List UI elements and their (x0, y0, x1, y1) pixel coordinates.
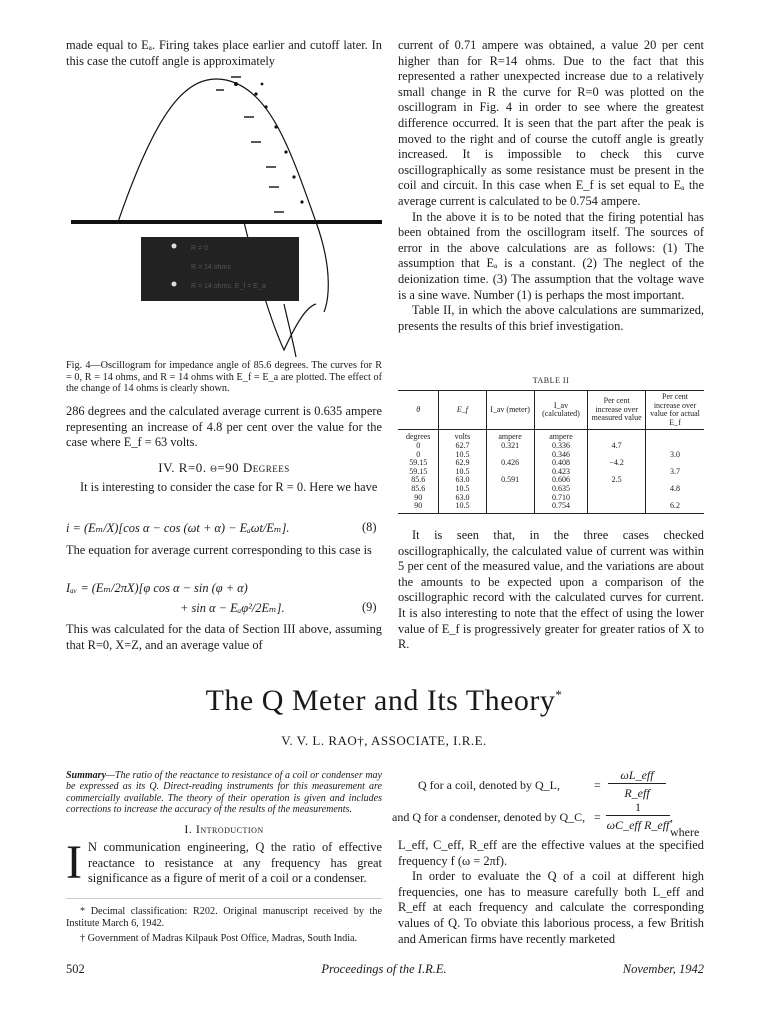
para-section-iv: It is interesting to consider the case for R = 0. Here we have (80, 480, 378, 494)
cell-theta: 90 (414, 492, 423, 502)
para-eq9: The equation for average current corresponding to this case is (66, 543, 372, 557)
article-right-column (398, 838, 704, 947)
right-para-1: current of 0.71 ampere was obtained, a value 20 per cent higher than for R=14 ohms. Due to the fact that this represented a rather unexpected increase due to a relatively small change in R the curve for R=0 was plotted on the oscillogram in Fig. 4 in order to see where the greatest difference occurred. It is seen that the part after the peak is moved to the right and of course the cutoff angle is greatly increased. It is impossible to check this curve oscillographically as some resistance must be present in the coil and circuit. In this case when E_f is set equal to Eₐ the average current is calculated to be 0.754 ampere. (398, 38, 704, 208)
intro-body (66, 836, 382, 889)
top-left-intro (66, 38, 382, 69)
equation-8-number: (8) (362, 520, 377, 534)
cell-meter: 0.426 (501, 458, 520, 468)
page-number: 502 (66, 962, 85, 976)
top-right-column (398, 38, 704, 334)
q-cond-numerator: 1 (606, 800, 670, 816)
unit-iav-meter: ampere (498, 432, 522, 442)
cell-theta: 85.6 (411, 475, 426, 485)
unit-iav-calc: ampere (549, 432, 573, 442)
header-theta: θ (398, 391, 439, 430)
q-cond-denominator: ωC_eff R_eff (606, 818, 670, 832)
top-left-end (66, 622, 382, 653)
intro-text: made equal to Eₐ. Firing takes place earlier and cutoff later. In this case the cutoff angle is approximately (66, 38, 382, 68)
oscillogram-figure (66, 72, 382, 362)
cell-ef: 63.0 (455, 475, 470, 485)
cell-pct-actual: 3.7 (670, 466, 681, 476)
cell-theta: 59.15 (409, 466, 428, 476)
cell-calc: 0.710 (551, 492, 570, 502)
table-2-title: TABLE II (532, 376, 570, 385)
right-para-2: In the above it is to be noted that the firing potential has been obtained from the oscillogram itself. The sources of error in the above calculations are as follows: (1) The assumption that Eₐ is a constant. (2) The neglect of the deionization time. (3) The assumption that the voltage wave is a sine wave. Number (1) is perhaps the most important. (398, 209, 704, 302)
cell-theta: 90 (414, 501, 423, 511)
cell-pct-actual: 3.0 (670, 449, 681, 459)
right-para-3: Table II, in which the above calculations are summarized, presents the results of this brief investigation. (398, 303, 704, 333)
section-heading-iv: IV. R=0. θ=90 Degrees (158, 460, 290, 475)
cell-meter: 0.591 (501, 475, 520, 485)
footnote-2: † Government of Madras Kilpauk Post Office, Madras, South India. (80, 933, 358, 944)
header-ef: E_f (439, 391, 486, 430)
summary-text: —The ratio of the reactance to resistance of a coil or condenser may be expressed as its Q. Direct-reading instruments for this measurement are commercially available. The theory of their operation is given and includes corrections to increase the accuracy of the results of the measurements. (66, 770, 382, 816)
q-coil-numerator: ωL_eff (608, 768, 666, 784)
cell-ef: 62.7 (455, 440, 470, 450)
header-iav-calc: I_av (calculated) (534, 391, 588, 430)
equation-9-line2: + sin α − Eₐφ²/2Eₘ]. (180, 601, 285, 615)
footnote-1: * Decimal classification: R202. Original manuscript received by the Institute March 6, 1942. (66, 906, 382, 929)
top-right-conclusion (398, 528, 704, 653)
title-footnote-mark: * (555, 687, 563, 702)
unit-theta: degrees (405, 432, 431, 442)
intro-heading: I. Introduction (184, 822, 264, 836)
cell-calc: 0.423 (551, 466, 570, 476)
legend-row-3: R = 14 ohms, E_f = E_a (191, 283, 266, 290)
intro-body-text: N communication engineering, Q the ratio of effective reactance to resistance at any frequency has great significance as a figure of merit of a coil or a condenser. (87, 840, 382, 886)
top-left-body (66, 404, 382, 451)
figure-caption: Fig. 4—Oscillogram for impedance angle of 85.6 degrees. The curves for R = 0, R = 14 ohms, and R = 14 ohms with E_f = E_a are plotted. The effect of the change of 14 ohms is clearly shown. (66, 360, 382, 394)
cell-pct-measured: 2.5 (611, 475, 622, 485)
cell-calc: 0.336 (551, 440, 570, 450)
cell-calc: 0.606 (551, 475, 570, 485)
cell-meter: 0.321 (501, 440, 520, 450)
section-iv-text (66, 480, 382, 496)
header-pct-measured: Per cent increase over measured value (588, 391, 646, 430)
summary-block (66, 770, 382, 816)
footnote-rule (66, 898, 382, 899)
cell-pct-measured: −4.2 (609, 458, 624, 468)
cell-pct-actual: 6.2 (670, 501, 681, 511)
unit-ef: volts (454, 432, 471, 442)
cell-theta: 0 (416, 449, 421, 459)
equation-9-number: (9) (362, 600, 377, 614)
header-iav-meter: I_av (meter) (486, 391, 534, 430)
cell-ef: 10.5 (455, 501, 470, 511)
para-after-figure: 286 degrees and the calculated average current is 0.635 ampere representing an increase of 4.8 per cent over the value for the case where E_f = 63 volts. (66, 404, 382, 450)
q-coil-label: Q for a coil, denoted by Q_L, (418, 778, 560, 792)
drop-cap: I (66, 836, 82, 889)
article-title: The Q Meter and Its Theory* (205, 684, 563, 717)
cell-pct-actual: 4.8 (670, 483, 681, 493)
cell-calc: 0.635 (551, 483, 570, 493)
cell-ef: 10.5 (455, 449, 470, 459)
journal-name: Proceedings of the I.R.E. (321, 962, 447, 976)
q-coil-definition: Q for a coil, denoted by Q_L, = ωL_eff R_eff (398, 768, 704, 816)
where-text: , where (670, 810, 700, 839)
cell-calc: 0.754 (551, 501, 570, 511)
article-author: V. V. L. RAO†, ASSOCIATE, I.R.E. (281, 733, 487, 748)
cell-theta: 59.15 (409, 458, 428, 468)
article-right-para-2: In order to evaluate the Q of a coil at different high frequencies, one has to measure carefully both L_eff and R_eff at each frequency and calculate the corresponding values of Q. To obviate this laborious process, a few British and American firms have recently marketed (398, 869, 704, 946)
eq9-intro (66, 543, 382, 559)
right-para-4: It is seen that, in the three cases checked oscillographically, the calculated value of current was within 5 per cent of the measured value, and the variations are about the amounts to be expected upon a comparison of the oscillographic record with the calculated curves for current. It is also interesting to note that the effect of using the lower value of E_f is progressively greater for greater ratios of X to R. (398, 528, 704, 652)
cell-ef: 10.5 (455, 483, 470, 493)
cell-calc: 0.346 (551, 449, 570, 459)
cell-ef: 62.9 (455, 458, 470, 468)
q-cond-label: and Q for a condenser, denoted by Q_C, (392, 810, 586, 824)
summary-label: Summary (66, 770, 107, 781)
q-condenser-definition: and Q for a condenser, denoted by Q_C, = 1 ωC_eff R_eff , where (398, 800, 704, 840)
cell-pct-measured: 4.7 (611, 440, 622, 450)
legend-row-1: R = 0 (191, 245, 208, 252)
legend-row-2: R = 14 ohms (191, 264, 231, 271)
header-pct-actual: Per cent increase over value for actual E_f (646, 391, 704, 430)
issue-date: November, 1942 (622, 962, 704, 976)
q-coil-denominator: R_eff (624, 786, 650, 800)
cell-calc: 0.408 (551, 458, 570, 468)
article-right-para-1: L_eff, C_eff, R_eff are the effective values at the specified frequency f (ω = 2πf). (398, 838, 704, 868)
equation-9-line1: Iₐᵥ = (Eₘ/2πX)[φ cos α − sin (φ + α) (66, 581, 248, 595)
cell-theta: 0 (416, 440, 421, 450)
equation-8: i = (Eₘ/X)[cos α − cos (ωt + α) − Eₐωt/Eₘ]. (66, 521, 290, 535)
cell-ef: 63.0 (455, 492, 470, 502)
cell-ef: 10.5 (455, 466, 470, 476)
table-2 (398, 390, 704, 514)
cell-theta: 85.6 (411, 483, 426, 493)
para-end: This was calculated for the data of Section III above, assuming that R=0, X=Z, and an average value of (66, 622, 382, 652)
